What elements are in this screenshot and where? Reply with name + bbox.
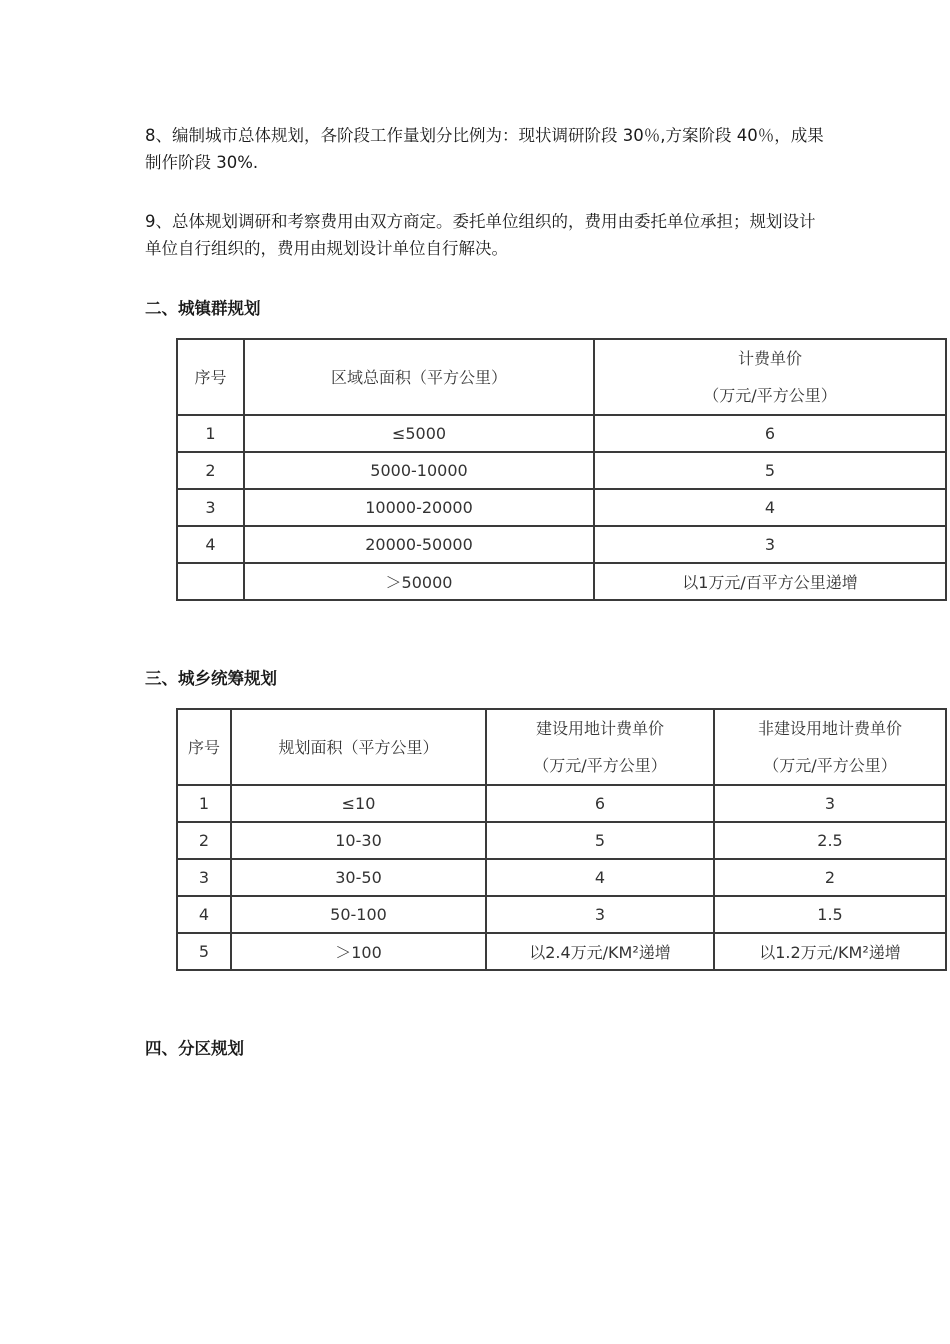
cell-non-construction-price: 2.5 bbox=[714, 822, 946, 859]
urban-rural-fee-table bbox=[176, 708, 947, 971]
header-non-construction-price-line1: 非建设用地计费单价 bbox=[757, 719, 902, 738]
table-row bbox=[177, 896, 946, 933]
table-row bbox=[177, 785, 946, 822]
table-row bbox=[177, 822, 946, 859]
cell-index: 1 bbox=[177, 785, 231, 822]
cell-index: 5 bbox=[177, 933, 231, 970]
header-index: 序号 bbox=[177, 339, 244, 415]
table-row bbox=[177, 452, 946, 489]
cell-area: ≤10 bbox=[231, 785, 486, 822]
table-row bbox=[177, 489, 946, 526]
cell-price: 5 bbox=[594, 452, 946, 489]
cell-non-construction-price: 以1.2万元/KM²递增 bbox=[714, 933, 946, 970]
header-non-construction-price-line2: （万元/平方公里） bbox=[763, 756, 897, 775]
table-row bbox=[177, 415, 946, 452]
cell-area: 5000-10000 bbox=[244, 452, 594, 489]
header-unit-price bbox=[594, 339, 946, 415]
header-construction-price bbox=[486, 709, 714, 785]
header-area: 规划面积（平方公里） bbox=[231, 709, 486, 785]
table-header-row bbox=[177, 339, 946, 415]
section-heading-2: 二、城镇群规划 bbox=[145, 299, 261, 318]
header-area: 区域总面积（平方公里） bbox=[244, 339, 594, 415]
cell-area: ＞100 bbox=[231, 933, 486, 970]
header-index: 序号 bbox=[177, 709, 231, 785]
cell-index: 2 bbox=[177, 822, 231, 859]
cell-area: ≤5000 bbox=[244, 415, 594, 452]
cell-area: 10-30 bbox=[231, 822, 486, 859]
cell-area: 20000-50000 bbox=[244, 526, 594, 563]
table-row bbox=[177, 859, 946, 896]
section-heading-3: 三、城乡统筹规划 bbox=[145, 669, 277, 688]
cell-price: 以1万元/百平方公里递增 bbox=[594, 563, 946, 600]
town-cluster-fee-table bbox=[176, 338, 947, 601]
cell-area: 10000-20000 bbox=[244, 489, 594, 526]
cell-index: 3 bbox=[177, 859, 231, 896]
cell-index: 3 bbox=[177, 489, 244, 526]
cell-index: 2 bbox=[177, 452, 244, 489]
cell-non-construction-price: 2 bbox=[714, 859, 946, 896]
cell-index: 4 bbox=[177, 526, 244, 563]
cell-index: 4 bbox=[177, 896, 231, 933]
header-construction-price-line2: （万元/平方公里） bbox=[533, 756, 667, 775]
cell-price: 3 bbox=[594, 526, 946, 563]
table-row bbox=[177, 563, 946, 600]
cell-price: 6 bbox=[594, 415, 946, 452]
cell-construction-price: 以2.4万元/KM²递增 bbox=[486, 933, 714, 970]
cell-construction-price: 6 bbox=[486, 785, 714, 822]
header-construction-price-line1: 建设用地计费单价 bbox=[535, 719, 664, 738]
table-row bbox=[177, 526, 946, 563]
cell-construction-price: 5 bbox=[486, 822, 714, 859]
header-unit-price-line2: （万元/平方公里） bbox=[703, 386, 837, 405]
header-non-construction-price bbox=[714, 709, 946, 785]
paragraph-8: 8、编制城市总体规划，各阶段工作量划分比例为：现状调研阶段 30％,方案阶段 40％，成果制作阶段 30%. bbox=[145, 126, 824, 172]
cell-price: 4 bbox=[594, 489, 946, 526]
cell-non-construction-price: 1.5 bbox=[714, 896, 946, 933]
cell-index: 1 bbox=[177, 415, 244, 452]
paragraph-9: 9、总体规划调研和考察费用由双方商定。委托单位组织的，费用由委托单位承担；规划设计单位自行组织的，费用由规划设计单位自行解决。 bbox=[145, 212, 816, 258]
cell-non-construction-price: 3 bbox=[714, 785, 946, 822]
table-row bbox=[177, 933, 946, 970]
cell-construction-price: 3 bbox=[486, 896, 714, 933]
cell-construction-price: 4 bbox=[486, 859, 714, 896]
table-header-row bbox=[177, 709, 946, 785]
cell-area: 50-100 bbox=[231, 896, 486, 933]
header-unit-price-line1: 计费单价 bbox=[737, 349, 802, 368]
cell-index bbox=[177, 563, 244, 600]
cell-area: ＞50000 bbox=[244, 563, 594, 600]
section-heading-4: 四、分区规划 bbox=[145, 1039, 244, 1058]
cell-area: 30-50 bbox=[231, 859, 486, 896]
